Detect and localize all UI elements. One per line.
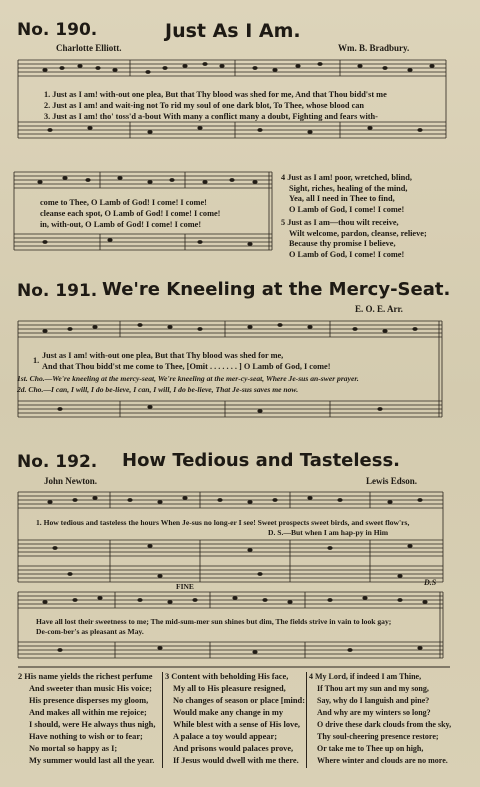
staff-192-1-bass — [18, 566, 443, 582]
hymn-192-line2: Have all lost their sweetness to me; The mid-sum-mer sun shines but dim, The fields strive in vain to look gay; — [36, 617, 392, 626]
v4-line1: 4 My Lord, if indeed I am Thine, — [309, 672, 422, 681]
hymn-191-verse-number: 1. — [33, 356, 40, 365]
verse4-line4: O Lamb of God, I come! I come! — [289, 204, 405, 214]
hymn-190-line2-verse1: come to Thee, O Lamb of God! I come! I come! — [40, 198, 207, 207]
v2-line1: 2 His name yields the richest perfume — [18, 672, 153, 681]
hymn-192-verse4 — [309, 671, 451, 767]
hymn-190-author: Charlotte Elliott. — [56, 43, 122, 53]
hymn-190-title: Just As I Am. — [165, 20, 301, 42]
v4-line3: Say, why do I languish and pine? — [317, 696, 430, 705]
hymn-191-number: No. 191. — [17, 281, 98, 301]
verse5-line4: O Lamb of God, I come! I come! — [289, 249, 405, 259]
hymn-191-chorus-2: 2d. Cho.—I can, I will, I do be-lieve, I can, I will, I do be-lieve, That Je-sus saves me now. — [17, 385, 299, 394]
v3-line7: And prisons would palaces prove, — [173, 744, 294, 753]
hymn-190-verse4 — [281, 173, 412, 215]
hymn-191-verse-line-b: And that Thou bidd'st me come to Thee, [Omit . . . . . . . ] O Lamb of God, I come! — [42, 362, 331, 371]
hymn-192-title: How Tedious and Tasteless. — [122, 450, 401, 471]
hymn-190-line1-verse2: 2. Just as I am! and wait-ing not To rid my soul of one dark blot, To Thee, whose blood can — [44, 101, 365, 110]
hymn-190-line1-verse3: 3. Just as I am! tho' toss'd a-bout With many a conflict many a doubt, Fighting and fears with- — [44, 112, 378, 121]
v2-line6: Have nothing to wish or to fear; — [29, 732, 143, 741]
verse5-line3: Because thy promise I believe, — [289, 239, 396, 248]
staff-192-1-alto — [18, 540, 443, 556]
verse-divider-1 — [162, 672, 163, 768]
v2-line2: And sweeter than music His voice; — [29, 684, 152, 693]
verse-divider-2 — [306, 672, 307, 768]
v3-line4: Would make any change in my — [173, 708, 284, 717]
v2-line3: His presence disperses my gloom, — [29, 696, 149, 705]
v2-line8: My summer would last all the year. — [29, 756, 155, 765]
v3-line3: No changes of season or place [mind: — [173, 696, 305, 705]
v2-line5: I should, were He always thus nigh, — [29, 720, 156, 729]
hymn-192-verse3 — [165, 671, 305, 767]
hymn-190-line1-verse1: 1. Just as I am! with-out one plea, But that Thy blood was shed for me, And that Thou bidd'st me — [44, 90, 387, 99]
hymn-192-author: John Newton. — [44, 476, 98, 486]
verse5-line1: 5 Just as I am—thou wilt receive, — [281, 218, 399, 227]
v4-line4: And why are my winters so long? — [317, 708, 431, 717]
hymn-190-number: No. 190. — [17, 20, 98, 40]
verse4-line3: Yea, all I need in Thee to find, — [289, 194, 395, 203]
verse5-line2: Wilt welcome, pardon, cleanse, relieve; — [289, 228, 427, 238]
hymn-190-composer: Wm. B. Bradbury. — [338, 43, 410, 53]
verse4-line1: 4 Just as I am! poor, wretched, blind, — [281, 173, 412, 182]
hymn-190-line2-verse3: in, with-out, O Lamb of God! I come! I come! — [40, 220, 202, 229]
staff-192-1-treble — [18, 492, 443, 508]
staff-192-2-bass — [18, 642, 443, 658]
hymn-192-fine-marker: FINE — [176, 582, 194, 591]
hymn-190-verse5 — [281, 218, 427, 260]
hymn-191-composer: E. O. E. Arr. — [355, 304, 403, 314]
hymn-192-line1: 1. How tedious and tasteless the hours When Je-sus no long-er I see! Sweet prospects sweet birds, and sweet flow'rs, — [36, 518, 410, 527]
hymn-192-composer: Lewis Edson. — [366, 476, 418, 486]
hymn-192-line2b: De-com-ber's as pleasant as May. — [36, 627, 144, 636]
v4-line2: If Thou art my sun and my song, — [317, 684, 429, 693]
hymn-192-number: No. 192. — [17, 452, 98, 472]
staff-190-1-bass — [18, 122, 446, 138]
verse4-line2: Sight, riches, healing of the mind, — [289, 183, 408, 193]
hymn-192-verse2 — [18, 671, 155, 767]
hymn-192-ds-marker: D.S — [424, 578, 437, 587]
v4-line5: O drive these dark clouds from the sky, — [317, 720, 452, 729]
v3-line1: 3 Content with beholding His face, — [165, 672, 289, 681]
hymn-190-line2-verse2: cleanse each spot, O Lamb of God! I come! I come! — [40, 209, 221, 218]
staff-191-treble — [18, 321, 442, 337]
v3-line8: If Jesus would dwell with me there. — [173, 756, 299, 765]
hymn-191-title: We're Kneeling at the Mercy-Seat. — [102, 279, 451, 300]
hymn-191-verse-line-a: Just as I am! with-out one plea, But that Thy blood was shed for me, — [42, 351, 284, 360]
v2-line7: No mortal so happy as I; — [29, 744, 118, 753]
v2-line4: And makes all within me rejoice; — [29, 708, 147, 717]
v4-line7: Or take me to Thee up on high, — [317, 744, 424, 753]
v4-line6: Thy soul-cheering presence restore; — [317, 732, 439, 741]
staff-192-2-treble — [18, 592, 443, 608]
v3-line6: A palace a toy would appear; — [173, 732, 277, 741]
v3-line2: My all to His pleasure resigned, — [173, 684, 286, 693]
hymn-192-line1-ds: D. S.—But when I am hap-py in Him — [268, 528, 389, 537]
hymn-191-chorus-1: 1st. Cho.—We're kneeling at the mercy-seat, We're kneeling at the mer-cy-seat, Where Je-sus an-swer prayer. — [17, 374, 359, 383]
staff-190-2-bass — [14, 234, 272, 250]
v3-line5: While blest with a sense of His love, — [173, 720, 301, 729]
staff-190-1-treble — [18, 60, 446, 76]
v4-line8: Where winter and clouds are no more. — [317, 756, 448, 765]
